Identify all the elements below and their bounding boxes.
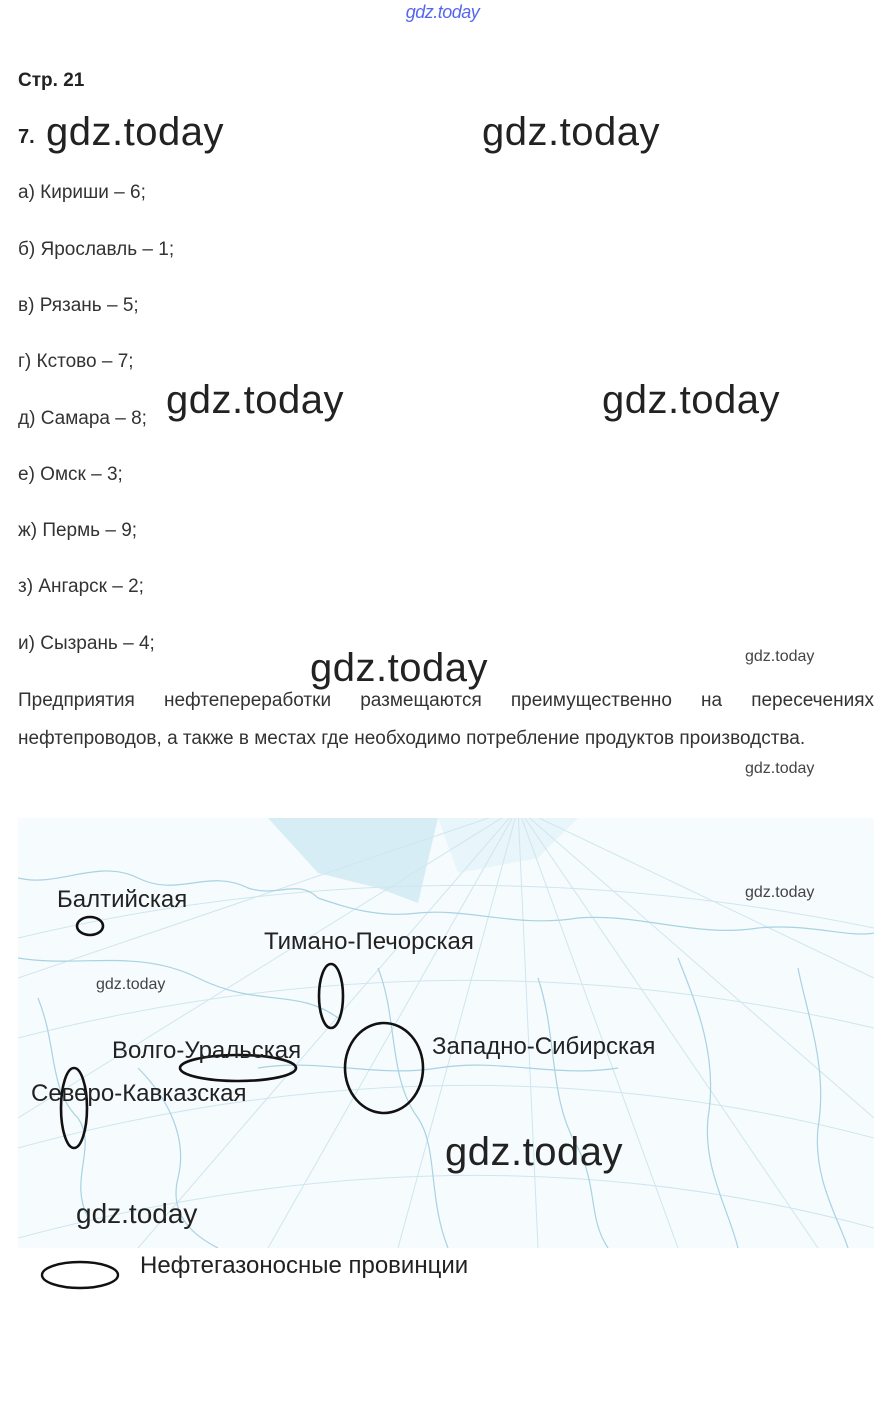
answer-item: ж) Пермь – 9; xyxy=(18,520,138,541)
task-number: 7. xyxy=(18,126,35,148)
answer-item: е) Омск – 3; xyxy=(18,464,123,485)
answer-item: з) Ангарск – 2; xyxy=(18,576,144,597)
watermark: gdz.today xyxy=(745,884,815,901)
answer-item: в) Рязань – 5; xyxy=(18,295,139,316)
watermark: gdz.today xyxy=(745,648,815,665)
explanation-paragraph: Предприятия нефтепереработки размещаются преимущественно на пересечениях нефтепроводов, а также в местах где необходимо потребление продуктов производства. xyxy=(18,690,874,749)
watermark: gdz.today xyxy=(745,760,815,777)
watermark: gdz.today xyxy=(46,110,224,154)
legend-label: Нефтегазоносные провинции xyxy=(140,1252,469,1279)
answer-item: г) Кстово – 7; xyxy=(18,351,134,372)
label-baltic: Балтийская xyxy=(57,886,188,913)
watermark: gdz.today xyxy=(602,378,780,422)
legend-oval-icon xyxy=(38,1258,122,1292)
answer-item: а) Кириши – 6; xyxy=(18,182,146,203)
label-volga-ural: Волго-Уральская xyxy=(112,1037,302,1064)
watermark: gdz.today xyxy=(76,1198,198,1229)
label-west-siberian: Западно-Сибирская xyxy=(432,1033,656,1060)
header-watermark: gdz.today xyxy=(405,2,480,22)
watermark: gdz.today xyxy=(445,1130,623,1174)
answer-item: и) Сызрань – 4; xyxy=(18,633,155,654)
watermark: gdz.today xyxy=(310,646,488,690)
answer-item: б) Ярославль – 1; xyxy=(18,239,175,260)
page-reference: Стр. 21 xyxy=(18,70,85,91)
oil-gas-map xyxy=(18,818,874,1248)
watermark: gdz.today xyxy=(96,976,166,993)
answer-item: д) Самара – 8; xyxy=(18,408,147,429)
label-timan-pechora: Тимано-Печорская xyxy=(264,928,474,955)
watermark: gdz.today xyxy=(482,110,660,154)
watermark: gdz.today xyxy=(166,378,344,422)
label-north-caucasus: Северо-Кавказская xyxy=(31,1080,247,1107)
